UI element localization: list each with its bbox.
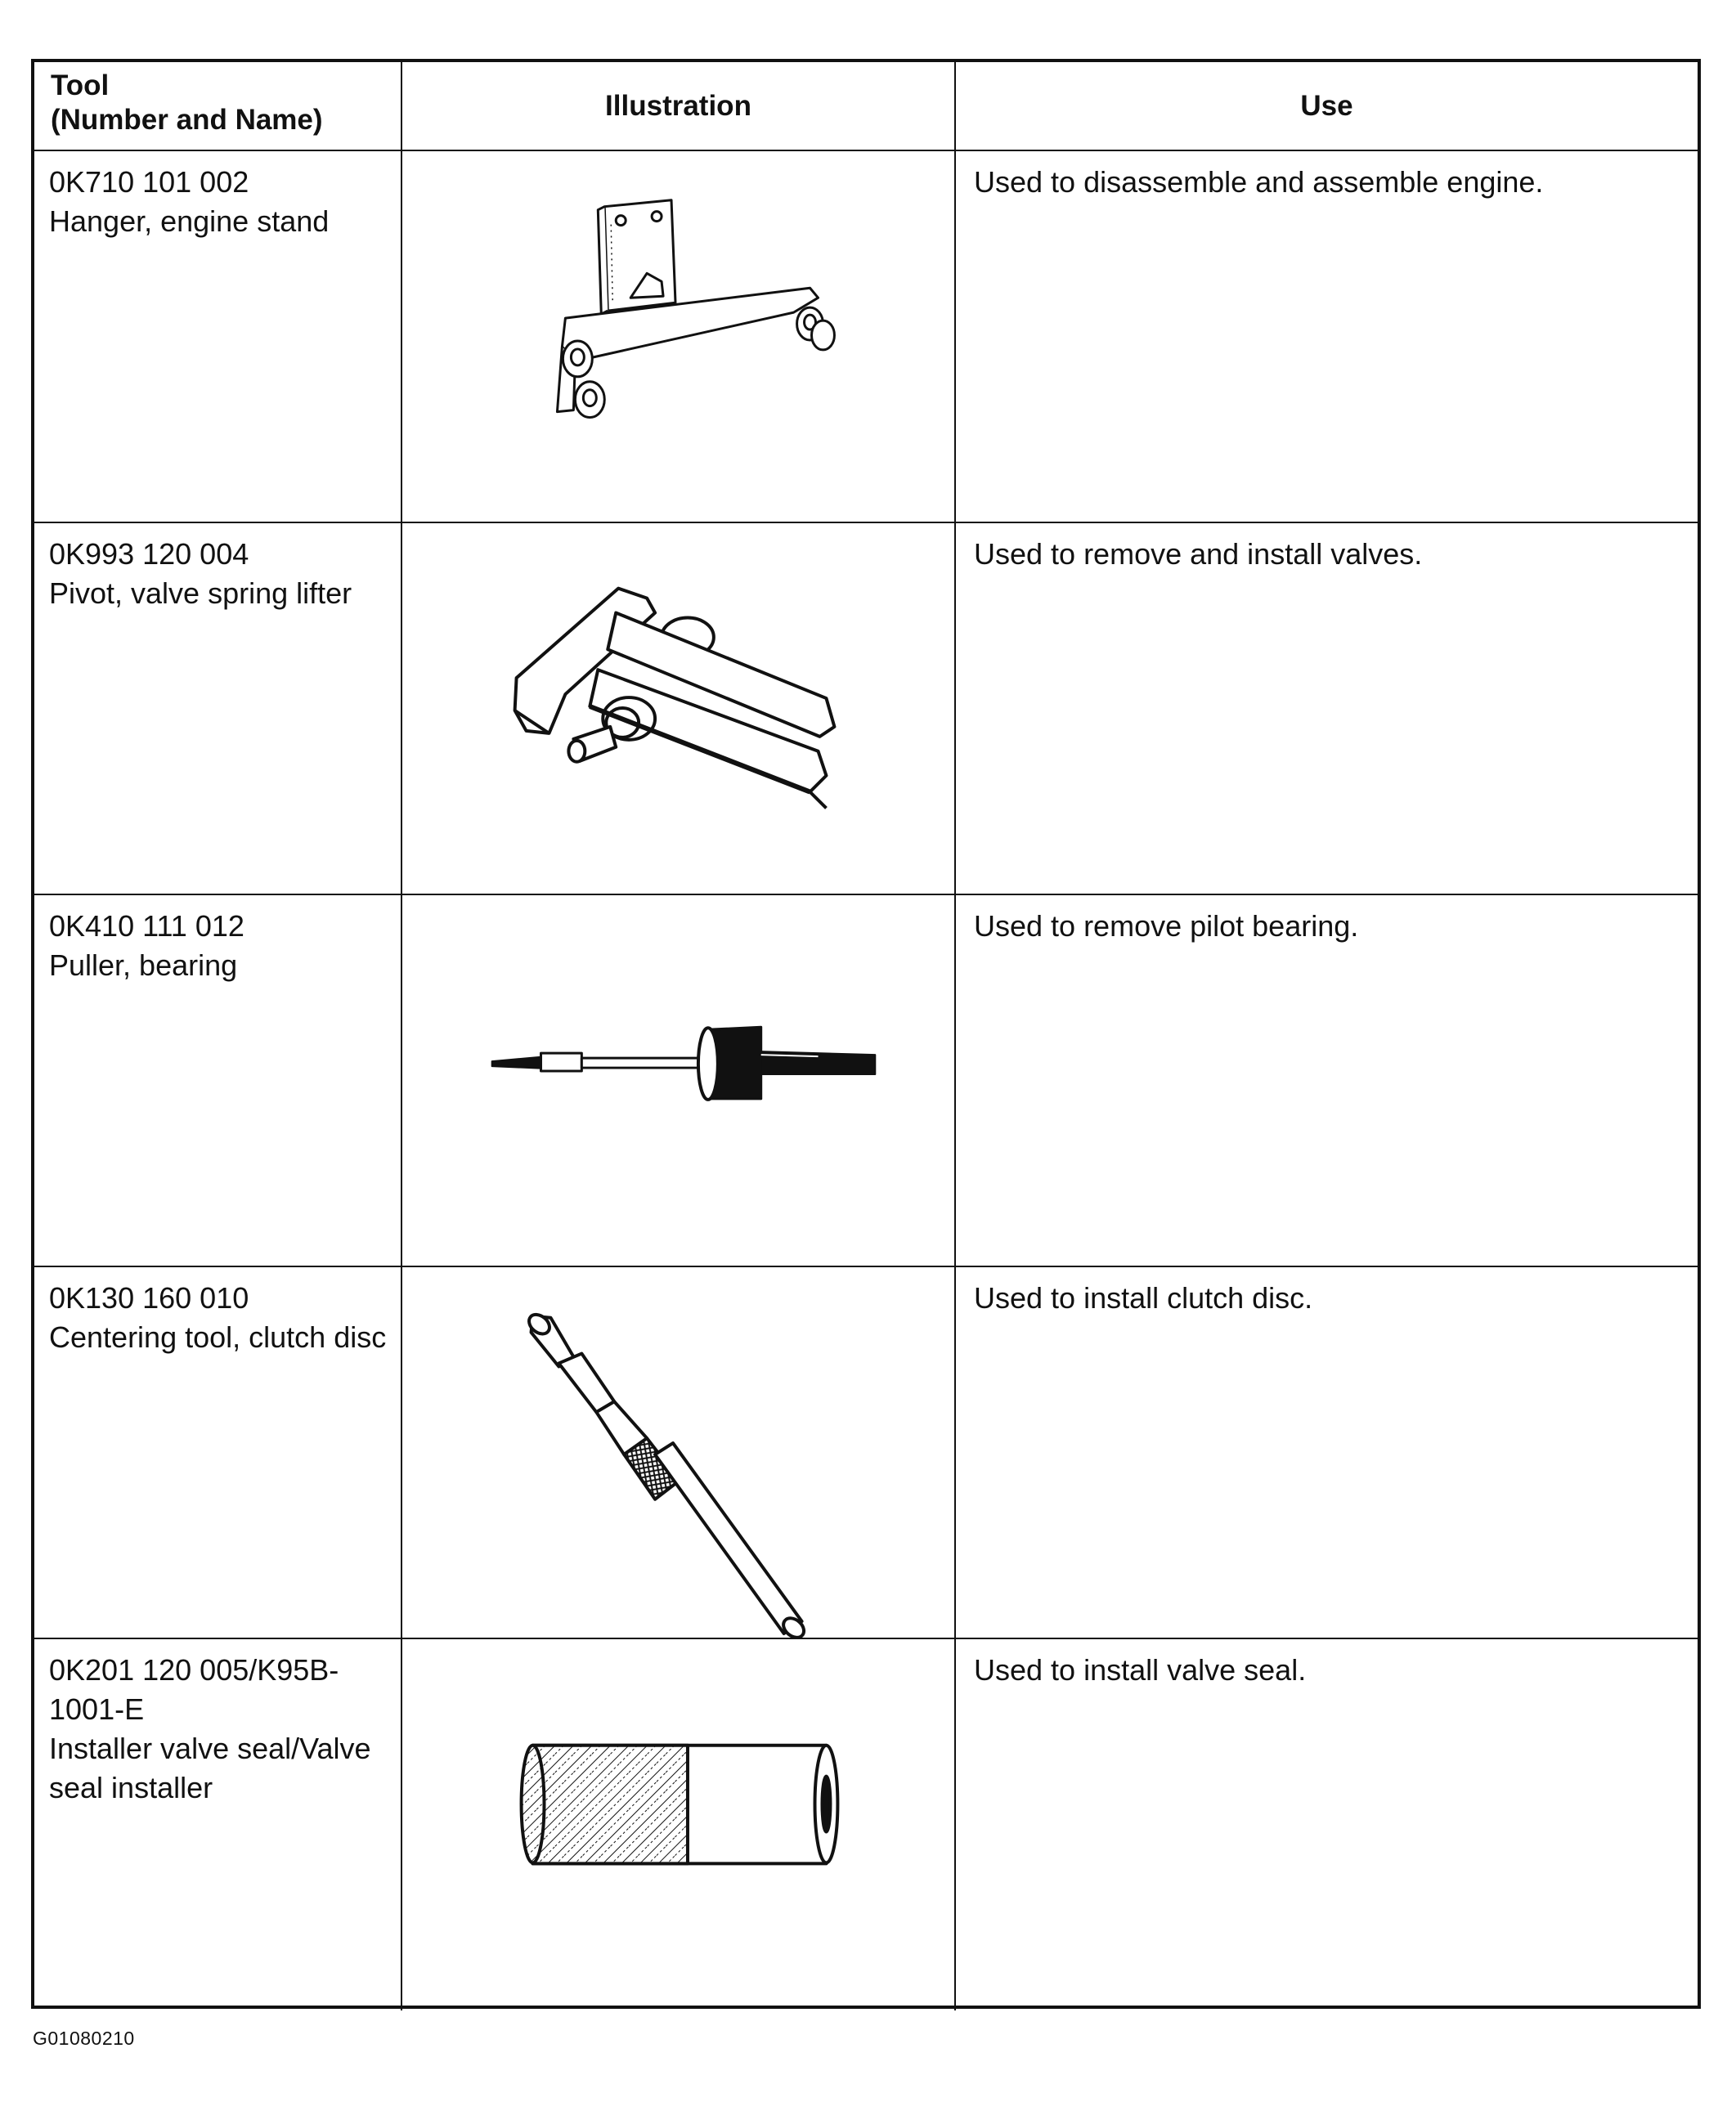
tool-number: 0K201 120 005/K95B-1001-E — [49, 1653, 339, 1726]
use-cell: Used to remove and install valves. — [955, 522, 1698, 894]
header-tool — [34, 62, 401, 150]
valve-seal-installer-illustration — [402, 1639, 954, 2010]
tool-cell — [34, 522, 401, 894]
table-row — [34, 150, 1698, 522]
table-row — [34, 1638, 1698, 2010]
tool-name: Hanger, engine stand — [49, 204, 330, 238]
use-cell: Used to install clutch disc. — [955, 1266, 1698, 1638]
header-illustration: Illustration — [401, 62, 955, 150]
tool-number: 0K130 160 010 — [49, 1281, 249, 1315]
illustration-cell — [401, 1638, 955, 2010]
tool-number: 0K410 111 012 — [49, 909, 244, 943]
table-row — [34, 894, 1698, 1266]
figure-code: G01080210 — [33, 2028, 135, 2049]
tool-cell — [34, 150, 401, 522]
valve-spring-lifter-pivot-illustration — [402, 523, 954, 894]
bearing-puller-illustration — [402, 895, 954, 1266]
tool-number: 0K993 120 004 — [49, 537, 249, 571]
clutch-centering-tool-illustration — [402, 1267, 954, 1638]
tool-name: Installer valve seal/Valve seal installer — [49, 1732, 371, 1804]
table-row — [34, 522, 1698, 894]
tool-cell — [34, 1266, 401, 1638]
tool-name: Centering tool, clutch disc — [49, 1320, 387, 1354]
table-header-row — [34, 62, 1698, 150]
tool-name: Puller, bearing — [49, 948, 238, 982]
illustration-cell — [401, 1266, 955, 1638]
header-use: Use — [955, 62, 1698, 150]
header-tool-line1: Tool — [51, 69, 110, 101]
use-cell: Used to remove pilot bearing. — [955, 894, 1698, 1266]
tool-name: Pivot, valve spring lifter — [49, 576, 352, 610]
tool-cell — [34, 894, 401, 1266]
illustration-cell — [401, 522, 955, 894]
table-row — [34, 1266, 1698, 1638]
engine-stand-hanger-illustration — [402, 151, 954, 522]
illustration-cell — [401, 150, 955, 522]
special-tools-table — [34, 62, 1698, 2010]
tool-number: 0K710 101 002 — [49, 165, 249, 199]
tool-cell — [34, 1638, 401, 2010]
special-tools-table-frame — [31, 59, 1701, 2009]
use-cell: Used to install valve seal. — [955, 1638, 1698, 2010]
header-tool-line2: (Number and Name) — [51, 104, 323, 136]
use-cell: Used to disassemble and assemble engine. — [955, 150, 1698, 522]
illustration-cell — [401, 894, 955, 1266]
